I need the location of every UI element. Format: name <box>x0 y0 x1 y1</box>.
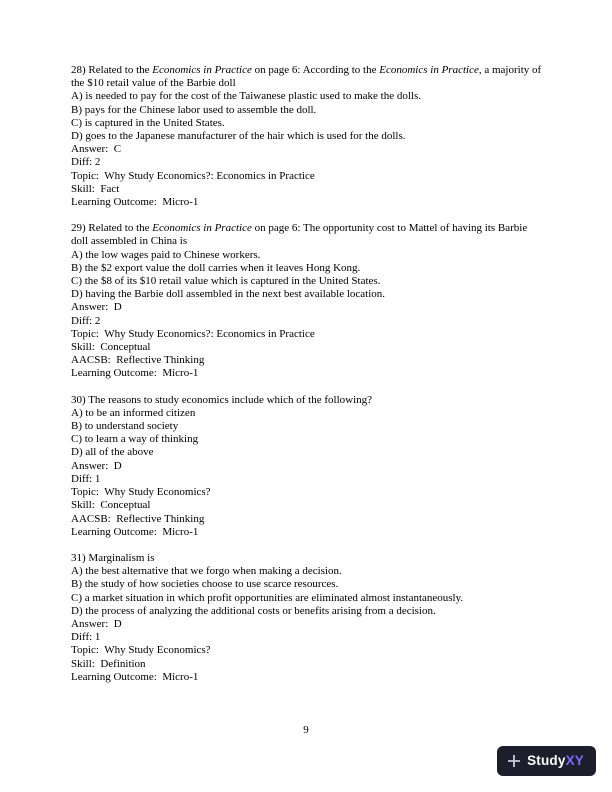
meta-line: Learning Outcome: Micro-1 <box>71 525 199 538</box>
stem-italic-segment: Economics in Practice <box>152 64 252 76</box>
question-list <box>71 64 545 697</box>
meta-line: Topic: Why Study Economics?: Economics in Practice <box>71 327 315 340</box>
answer-choice: A) to be an informed citizen <box>71 406 196 419</box>
meta-line: Answer: D <box>71 459 122 472</box>
answer-choice: C) the $8 of its $10 retail value which is captured in the United States. <box>71 275 381 288</box>
stem-italic-segment: Economics in Practice <box>152 222 252 235</box>
answer-choice: B) the $2 export value the doll carries when it leaves Hong Kong. <box>71 261 361 274</box>
answer-choice: C) a market situation in which profit opportunities are eliminated almost instantaneously. <box>71 591 464 604</box>
logo-text-secondary: XY <box>565 753 584 768</box>
meta-line: Topic: Why Study Economics?: Economics in Practice <box>71 169 315 182</box>
meta-line: Answer: C <box>71 143 122 156</box>
studyxy-logo <box>497 746 596 776</box>
stem-text-segment: 31) Marginalism is <box>71 551 155 564</box>
meta-line: Learning Outcome: Micro-1 <box>71 670 199 683</box>
stem-text-segment: 30) The reasons to study economics include which of the following? <box>71 393 373 406</box>
answer-choice: D) all of the above <box>71 446 154 459</box>
answer-choice: B) the study of how societies choose to use scarce resources. <box>71 578 339 591</box>
question-block <box>71 394 545 539</box>
stem-text-segment: 29) Related to the <box>71 222 153 235</box>
answer-choice: C) to learn a way of thinking <box>71 433 199 446</box>
meta-line: Answer: D <box>71 617 122 630</box>
question-block <box>71 64 545 209</box>
answer-choice: B) to understand society <box>71 420 179 433</box>
stem-italic-segment: Economics in Practice <box>379 64 479 76</box>
meta-line: Diff: 1 <box>71 472 101 485</box>
meta-line: Skill: Conceptual <box>71 341 151 354</box>
meta-line: Learning Outcome: Micro-1 <box>71 367 199 380</box>
meta-line: Learning Outcome: Micro-1 <box>71 196 199 209</box>
meta-line: Diff: 1 <box>71 631 101 644</box>
answer-choice: C) is captured in the United States. <box>71 116 225 129</box>
meta-line: Skill: Definition <box>71 657 146 670</box>
stem-text-segment: on page 6: The opportunity cost to Mattel of having its Barbie doll assembled in China is <box>71 222 530 248</box>
page-number: 9 <box>303 724 309 736</box>
meta-line: Diff: 2 <box>71 156 101 169</box>
answer-choice: B) pays for the Chinese labor used to assemble the doll. <box>71 103 317 116</box>
question-stem <box>71 222 545 248</box>
answer-choice: A) the low wages paid to Chinese workers. <box>71 248 261 261</box>
meta-line: AACSB: Reflective Thinking <box>71 354 205 367</box>
answer-choice: D) goes to the Japanese manufacturer of the hair which is used for the dolls. <box>71 130 406 143</box>
meta-line: AACSB: Reflective Thinking <box>71 512 205 525</box>
meta-line: Diff: 2 <box>71 314 101 327</box>
answer-choice: D) having the Barbie doll assembled in the next best available location. <box>71 288 386 301</box>
answer-choice: A) is needed to pay for the cost of the Taiwanese plastic used to make the dolls. <box>71 90 422 103</box>
plus-icon <box>507 754 521 768</box>
question-stem <box>71 64 545 90</box>
logo-text <box>527 752 584 770</box>
stem-text-segment: on page 6: According to the <box>251 64 380 76</box>
logo-text-primary: Study <box>527 753 566 768</box>
meta-line: Skill: Conceptual <box>71 499 151 512</box>
question-stem <box>71 552 545 565</box>
question-block <box>71 222 545 380</box>
meta-line: Topic: Why Study Economics? <box>71 644 211 657</box>
meta-line: Skill: Fact <box>71 182 120 195</box>
answer-choice: A) the best alternative that we forgo when making a decision. <box>71 565 342 578</box>
stem-text-segment: , a majority of the $10 retail value of the Barbie doll <box>71 64 544 90</box>
question-stem <box>71 394 545 407</box>
question-block <box>71 552 545 684</box>
stem-text-segment: 28) Related to the <box>71 64 153 76</box>
answer-choice: D) the process of analyzing the additional costs or benefits arising from a decision. <box>71 604 436 617</box>
meta-line: Topic: Why Study Economics? <box>71 486 211 499</box>
meta-line: Answer: D <box>71 301 122 314</box>
